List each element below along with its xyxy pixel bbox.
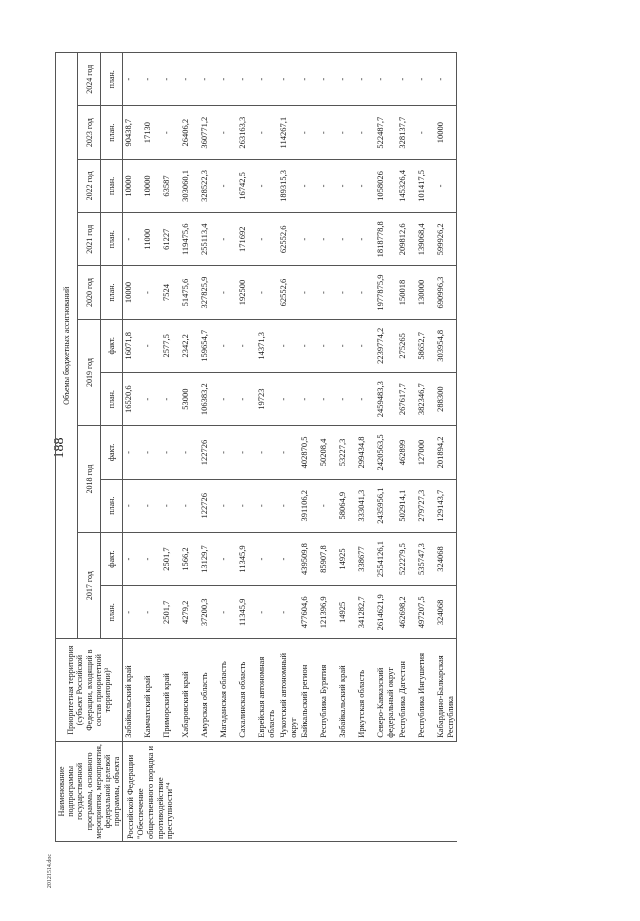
value-cell: -: [199, 53, 218, 107]
value-cell: -: [218, 532, 237, 585]
territory-cell: Чукотский автономный округ: [278, 639, 300, 741]
value-cell: -: [180, 426, 199, 479]
header-plan-2019: план.: [100, 372, 122, 425]
value-cell: -: [278, 426, 300, 479]
territory-cell: Республика Ингушетия: [416, 639, 435, 741]
value-cell: -: [218, 266, 237, 319]
value-cell: -: [356, 372, 375, 425]
value-cell: -: [356, 106, 375, 159]
value-cell: 209812,6: [397, 213, 416, 266]
value-cell: 1818778,8: [375, 213, 397, 266]
value-cell: -: [299, 372, 318, 425]
value-cell: -: [278, 372, 300, 425]
value-cell: 328522,3: [199, 159, 218, 212]
value-cell: -: [299, 53, 318, 107]
territory-cell: Забайкальский край: [123, 639, 143, 741]
value-cell: -: [318, 213, 337, 266]
value-cell: 13129,7: [199, 532, 218, 585]
value-cell: -: [356, 266, 375, 319]
value-cell: -: [375, 53, 397, 107]
value-cell: 439509,8: [299, 532, 318, 585]
value-cell: -: [161, 106, 180, 159]
value-cell: -: [256, 213, 278, 266]
value-cell: -: [337, 213, 356, 266]
value-cell: 145326,4: [397, 159, 416, 212]
value-cell: 324068: [435, 532, 457, 585]
value-cell: 85907,8: [318, 532, 337, 585]
value-cell: -: [416, 53, 435, 107]
header-year-2023: 2023 год: [78, 106, 100, 159]
table-row: [218, 53, 237, 842]
header-plan-2024: план.: [100, 53, 122, 107]
value-cell: -: [142, 319, 161, 372]
territory-cell: Республика Дагестан: [397, 639, 416, 741]
table-body: [123, 53, 457, 842]
value-cell: -: [237, 372, 256, 425]
table-row: [123, 53, 143, 842]
value-cell: -: [218, 213, 237, 266]
value-cell: -: [337, 319, 356, 372]
value-cell: -: [142, 532, 161, 585]
value-cell: 139068,4: [416, 213, 435, 266]
value-cell: 130000: [416, 266, 435, 319]
value-cell: 10000: [123, 159, 143, 212]
value-cell: 62552,6: [278, 213, 300, 266]
value-cell: 497207,5: [416, 586, 435, 639]
value-cell: -: [337, 266, 356, 319]
value-cell: -: [123, 53, 143, 107]
value-cell: 288300: [435, 372, 457, 425]
value-cell: 10000: [123, 266, 143, 319]
value-cell: -: [435, 53, 457, 107]
value-cell: 2501,7: [161, 586, 180, 639]
header-fact-2019: факт.: [100, 319, 122, 372]
value-cell: 402870,5: [299, 426, 318, 479]
value-cell: -: [161, 53, 180, 107]
value-cell: 121396,9: [318, 586, 337, 639]
value-cell: 535747,3: [416, 532, 435, 585]
value-cell: -: [218, 159, 237, 212]
value-cell: 2614621,9: [375, 586, 397, 639]
header-plan-2023: план.: [100, 106, 122, 159]
value-cell: 263163,3: [237, 106, 256, 159]
territory-cell: Байкальский регион: [299, 639, 318, 741]
value-cell: 275265: [397, 319, 416, 372]
value-cell: 14925: [337, 532, 356, 585]
value-cell: -: [142, 266, 161, 319]
value-cell: 11000: [142, 213, 161, 266]
value-cell: 122726: [199, 479, 218, 532]
value-cell: 114267,1: [278, 106, 300, 159]
value-cell: 63587: [161, 159, 180, 212]
value-cell: -: [318, 372, 337, 425]
value-cell: 150018: [397, 266, 416, 319]
value-cell: 462698,2: [397, 586, 416, 639]
value-cell: 303954,8: [435, 319, 457, 372]
value-cell: -: [123, 426, 143, 479]
value-cell: -: [356, 319, 375, 372]
value-cell: 2459483,3: [375, 372, 397, 425]
header-territory-column: Приоритетная территория (субъект Российской Федерации, входящий в состав приоритетной территории)³: [56, 639, 123, 741]
value-cell: -: [337, 106, 356, 159]
value-cell: -: [161, 372, 180, 425]
header-year-2019: 2019 год: [78, 319, 100, 426]
budget-allocations-table: [55, 52, 457, 842]
value-cell: 129143,7: [435, 479, 457, 532]
value-cell: -: [337, 53, 356, 107]
value-cell: 14925: [337, 586, 356, 639]
value-cell: -: [318, 319, 337, 372]
value-cell: 51475,6: [180, 266, 199, 319]
value-cell: 61227: [161, 213, 180, 266]
table-row: [199, 53, 218, 842]
value-cell: -: [218, 372, 237, 425]
value-cell: -: [318, 266, 337, 319]
value-cell: 127000: [416, 426, 435, 479]
header-year-2020: 2020 год: [78, 266, 100, 319]
value-cell: 16071,8: [123, 319, 143, 372]
value-cell: -: [299, 159, 318, 212]
value-cell: -: [256, 53, 278, 107]
value-cell: 391106,2: [299, 479, 318, 532]
value-cell: 303060,1: [180, 159, 199, 212]
territory-cell: Забайкальский край: [337, 639, 356, 741]
value-cell: 599926,2: [435, 213, 457, 266]
value-cell: 2420563,5: [375, 426, 397, 479]
value-cell: -: [278, 532, 300, 585]
table-row: [237, 53, 256, 842]
territory-cell: Кабардино-Балкарская Республика: [435, 639, 457, 741]
value-cell: 502914,1: [397, 479, 416, 532]
value-cell: 333041,3: [356, 479, 375, 532]
value-cell: 17130: [142, 106, 161, 159]
value-cell: -: [318, 479, 337, 532]
value-cell: -: [123, 479, 143, 532]
value-cell: 2435956,1: [375, 479, 397, 532]
value-cell: -: [256, 532, 278, 585]
value-cell: 255113,4: [199, 213, 218, 266]
value-cell: -: [435, 159, 457, 212]
value-cell: 53000: [180, 372, 199, 425]
value-cell: 11345,9: [237, 586, 256, 639]
value-cell: -: [180, 479, 199, 532]
value-cell: 522279,5: [397, 532, 416, 585]
value-cell: -: [142, 586, 161, 639]
value-cell: -: [299, 266, 318, 319]
value-cell: -: [237, 479, 256, 532]
table-row: [161, 53, 180, 842]
value-cell: -: [142, 426, 161, 479]
value-cell: -: [256, 479, 278, 532]
value-cell: -: [278, 586, 300, 639]
value-cell: 522487,7: [375, 106, 397, 159]
table-row: [256, 53, 278, 842]
value-cell: 1977875,9: [375, 266, 397, 319]
value-cell: 2554126,1: [375, 532, 397, 585]
header-year-2024: 2024 год: [78, 53, 100, 107]
value-cell: 37200,3: [199, 586, 218, 639]
value-cell: 328137,7: [397, 106, 416, 159]
value-cell: -: [397, 53, 416, 107]
value-cell: 53227,3: [337, 426, 356, 479]
value-cell: -: [218, 319, 237, 372]
value-cell: 62552,6: [278, 266, 300, 319]
header-year-2022: 2022 год: [78, 159, 100, 212]
value-cell: 1058026: [375, 159, 397, 212]
value-cell: -: [356, 53, 375, 107]
territory-cell: Сахалинская область: [237, 639, 256, 741]
value-cell: 10000: [435, 106, 457, 159]
value-cell: -: [299, 213, 318, 266]
value-cell: 382346,7: [416, 372, 435, 425]
header-plan-2020: план.: [100, 266, 122, 319]
rotated-page-content: [55, 52, 575, 842]
value-cell: 2342,2: [180, 319, 199, 372]
value-cell: -: [123, 586, 143, 639]
value-cell: -: [299, 319, 318, 372]
territory-cell: Иркутская область: [356, 639, 375, 741]
document-id: 20121514.doc: [47, 853, 53, 889]
value-cell: 299434,8: [356, 426, 375, 479]
header-plan-2021: план.: [100, 213, 122, 266]
value-cell: -: [356, 213, 375, 266]
value-cell: 16520,6: [123, 372, 143, 425]
value-cell: 4279,2: [180, 586, 199, 639]
value-cell: -: [278, 479, 300, 532]
value-cell: -: [180, 53, 199, 107]
value-cell: -: [318, 159, 337, 212]
value-cell: 338677: [356, 532, 375, 585]
value-cell: -: [256, 159, 278, 212]
value-cell: -: [337, 372, 356, 425]
header-budget-volumes: Объемы бюджетных ассигнований: [56, 53, 78, 639]
territory-cell: Хабаровский край: [180, 639, 199, 741]
value-cell: 267617,7: [397, 372, 416, 425]
value-cell: -: [218, 53, 237, 107]
value-cell: -: [318, 106, 337, 159]
value-cell: 50208,4: [318, 426, 337, 479]
value-cell: -: [161, 479, 180, 532]
value-cell: -: [237, 319, 256, 372]
table-row: [142, 53, 161, 842]
value-cell: 58652,7: [416, 319, 435, 372]
header-year-2017: 2017 год: [78, 532, 100, 639]
value-cell: -: [278, 319, 300, 372]
header-year-2018: 2018 год: [78, 426, 100, 533]
value-cell: -: [256, 426, 278, 479]
value-cell: 10000: [142, 159, 161, 212]
value-cell: -: [337, 159, 356, 212]
value-cell: -: [123, 213, 143, 266]
territory-cell: Еврейская автономная область: [256, 639, 278, 741]
header-program-column: Наименование подпрограммы государственной программы, основного мероприятия, мероприятия, федеральной целевой программы, объекта: [56, 741, 123, 841]
value-cell: -: [218, 586, 237, 639]
value-cell: 90438,7: [123, 106, 143, 159]
value-cell: 171692: [237, 213, 256, 266]
value-cell: 119475,6: [180, 213, 199, 266]
territory-cell: Камчатский край: [142, 639, 161, 741]
value-cell: -: [416, 106, 435, 159]
value-cell: 2501,7: [161, 532, 180, 585]
value-cell: 19723: [256, 372, 278, 425]
value-cell: 1566,2: [180, 532, 199, 585]
header-plan-2017: план.: [100, 586, 122, 639]
value-cell: -: [142, 53, 161, 107]
table-row: [337, 53, 356, 842]
header-plan-2018: план.: [100, 479, 122, 532]
value-cell: 26406,2: [180, 106, 199, 159]
table-row: [375, 53, 397, 842]
territory-cell: Приморский край: [161, 639, 180, 741]
value-cell: 327825,9: [199, 266, 218, 319]
value-cell: 159654,7: [199, 319, 218, 372]
value-cell: -: [218, 106, 237, 159]
table-row: [397, 53, 416, 842]
value-cell: -: [256, 106, 278, 159]
table-row: [180, 53, 199, 842]
value-cell: -: [142, 479, 161, 532]
table-row: [356, 53, 375, 842]
value-cell: 7524: [161, 266, 180, 319]
program-name-cell: Российской Федерации "Обеспечение общественного порядка и противодействие преступности"⁴: [123, 741, 457, 841]
page-number: 188: [52, 437, 67, 459]
value-cell: 101417,5: [416, 159, 435, 212]
value-cell: -: [218, 479, 237, 532]
value-cell: 11345,9: [237, 532, 256, 585]
value-cell: -: [142, 372, 161, 425]
table-row: [416, 53, 435, 842]
value-cell: 341282,7: [356, 586, 375, 639]
value-cell: -: [161, 426, 180, 479]
table-row: [435, 53, 457, 842]
table-header: [56, 53, 123, 842]
value-cell: 189315,3: [278, 159, 300, 212]
territory-cell: Северо-Кавказский федеральный округ: [375, 639, 397, 741]
header-fact-2017: факт.: [100, 532, 122, 585]
value-cell: -: [299, 106, 318, 159]
value-cell: 2239774,2: [375, 319, 397, 372]
header-plan-2022: план.: [100, 159, 122, 212]
table-row: [278, 53, 300, 842]
value-cell: 16742,5: [237, 159, 256, 212]
value-cell: -: [356, 159, 375, 212]
value-cell: -: [237, 53, 256, 107]
territory-cell: Республика Бурятия: [318, 639, 337, 741]
table-row: [299, 53, 318, 842]
value-cell: -: [256, 266, 278, 319]
value-cell: -: [278, 53, 300, 107]
value-cell: 279727,3: [416, 479, 435, 532]
value-cell: 201894,2: [435, 426, 457, 479]
value-cell: 122726: [199, 426, 218, 479]
value-cell: 477604,6: [299, 586, 318, 639]
value-cell: 462899: [397, 426, 416, 479]
header-year-2021: 2021 год: [78, 213, 100, 266]
value-cell: -: [123, 532, 143, 585]
value-cell: 58064,9: [337, 479, 356, 532]
value-cell: 690996,3: [435, 266, 457, 319]
value-cell: -: [237, 426, 256, 479]
territory-cell: Амурская область: [199, 639, 218, 741]
value-cell: -: [256, 586, 278, 639]
value-cell: -: [218, 426, 237, 479]
territory-cell: Магаданская область: [218, 639, 237, 741]
value-cell: 106383,2: [199, 372, 218, 425]
value-cell: -: [318, 53, 337, 107]
value-cell: 14371,3: [256, 319, 278, 372]
table-row: [318, 53, 337, 842]
value-cell: 192500: [237, 266, 256, 319]
value-cell: 324068: [435, 586, 457, 639]
value-cell: 360771,2: [199, 106, 218, 159]
header-fact-2018: факт.: [100, 426, 122, 479]
value-cell: 2577,5: [161, 319, 180, 372]
